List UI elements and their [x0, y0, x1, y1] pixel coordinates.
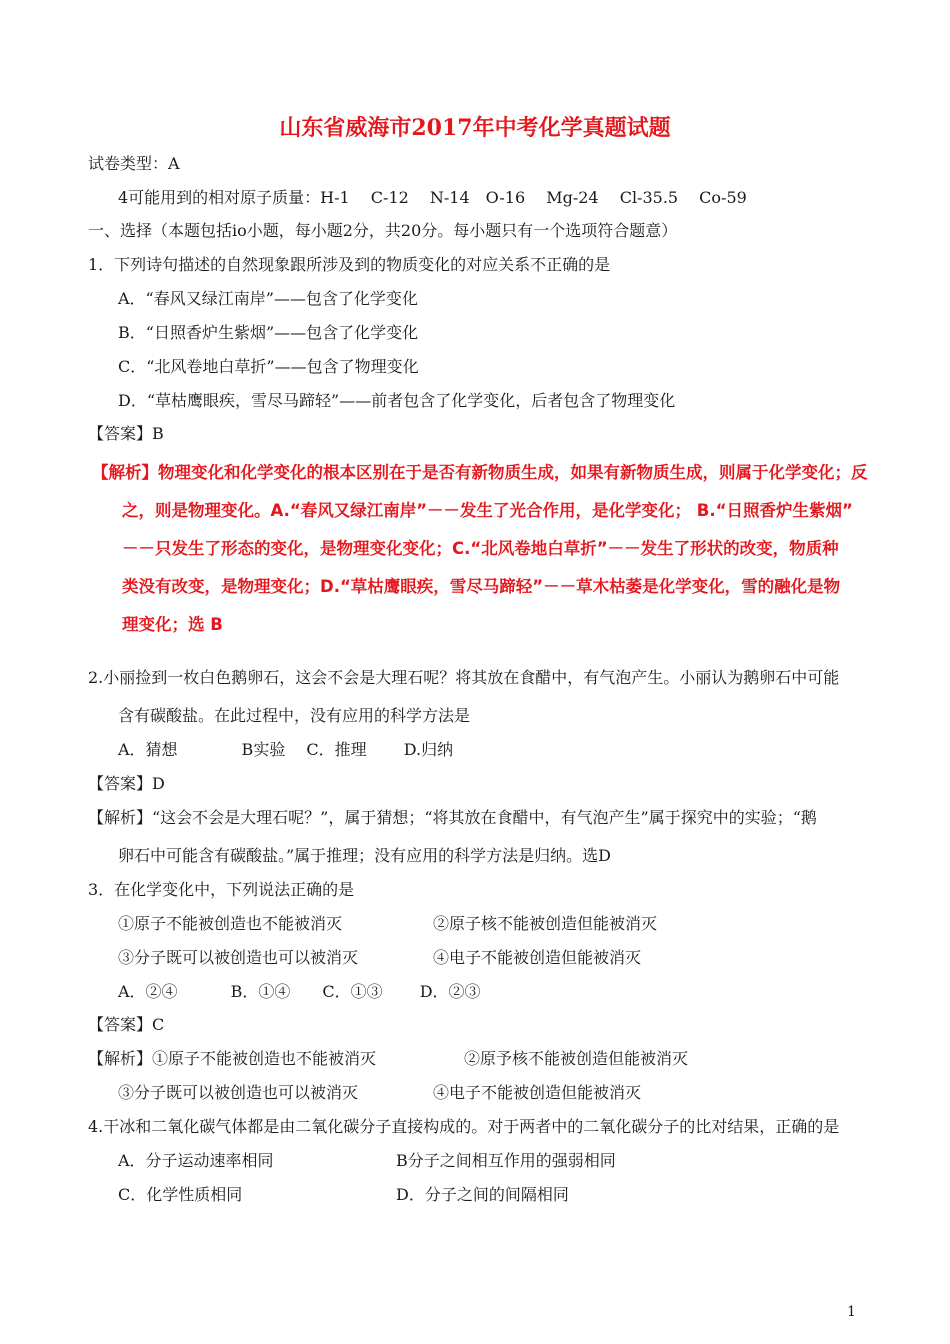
q1-analysis-line: 类没有改变，是物理变化；D.“草枯鹰眼疾，雪尽马蹄轻”－－草木枯萎是化学变化，雪的融化是物	[122, 577, 841, 596]
q3-stem: 3．在化学变化中，下列说法正确的是	[88, 880, 355, 899]
q2-options: A．猜想 B实验 C．推理 D.归纳	[118, 740, 454, 759]
q1-option-a: A．“春风又绿江南岸”——包含了化学变化	[118, 289, 418, 308]
q3-analysis-statement: ①原子不能被创造也不能被消灭	[152, 1049, 377, 1068]
q3-options: A．②④ B．①④ C．①③ D．②③	[118, 982, 481, 1001]
q2-analysis-line: 卵石中可能含有碳酸盐。”属于推理；没有应用的科学方法是归纳。选D	[118, 846, 612, 865]
q4-option-b: B分子之间相互作用的强弱相同	[396, 1151, 616, 1170]
section-heading: 一、选择（本题包括io小题，每小题2分，共20分。每小题只有一个选项符合题意）	[88, 221, 678, 240]
q1-analysis-line: －－只发生了形态的变化，是物理变化变化；C.“北风卷地白草折”－－发生了形状的改变，物质种	[122, 539, 839, 558]
atomic-masses: 4可能用到的相对原子质量：H-1 C-12 N-14 O-16 Mg-24 Cl-35.5 Co-59	[118, 188, 747, 207]
q3-statement: ③分子既可以被创造也可以被消灭	[118, 948, 359, 967]
q1-analysis-line: 【解析】物理变化和化学变化的根本区别在于是否有新物质生成，如果有新物质生成，则属于化学变化；反	[92, 463, 868, 482]
q3-analysis-statement: ②原予核不能被创造但能被消灭	[464, 1049, 689, 1068]
q4-stem: 4.干冰和二氧化碳气体都是由二氧化碳分子直接构成的。对于两者中的二氧化碳分子的比对结果，正确的是	[88, 1117, 840, 1136]
q2-analysis-line: 【解析】“这会不会是大理石呢？”，属于猜想；“将其放在食醋中，有气泡产生”属于探究中的实验；“鹅	[88, 808, 817, 827]
q2-answer: 【答案】D	[88, 774, 165, 793]
q1-analysis-line: 之，则是物理变化。A.“春风又绿江南岸”－－发生了光合作用，是化学变化； B.“日照香炉生紫烟”	[122, 501, 853, 520]
q1-answer: 【答案】B	[88, 424, 164, 443]
q3-statement: ①原子不能被创造也不能被消灭	[118, 914, 343, 933]
q3-analysis-statement: ③分子既可以被创造也可以被消灭	[118, 1083, 359, 1102]
q1-analysis-line: 理变化；选 B	[122, 615, 223, 634]
q4-option-c: C．化学性质相同	[118, 1185, 243, 1204]
q3-analysis-statement: ④电子不能被创造但能被消灭	[433, 1083, 642, 1102]
q4-option-d: D．分子之间的间隔相同	[396, 1185, 569, 1204]
q3-answer: 【答案】C	[88, 1015, 165, 1034]
page-number: 1	[847, 1304, 856, 1320]
q1-option-b: B．“日照香炉生紫烟”——包含了化学变化	[118, 323, 419, 342]
page-title: 山东省威海市2017年中考化学真题试题	[279, 115, 671, 141]
q2-stem: 含有碳酸盐。在此过程中，没有应用的科学方法是	[118, 706, 471, 725]
q4-option-a: A．分子运动速率相同	[118, 1151, 274, 1170]
q1-option-c: C．“北风卷地白草折”——包含了物理变化	[118, 357, 419, 376]
q3-statement: ②原子核不能被创造但能被消灭	[433, 914, 658, 933]
q3-analysis-prefix: 【解析】	[88, 1049, 153, 1068]
paper-type: 试卷类型：A	[88, 154, 180, 173]
q2-stem: 2.小丽捡到一枚白色鹅卵石，这会不会是大理石呢？将其放在食醋中，有气泡产生。小丽认为鹅卵石中可能	[88, 668, 840, 687]
q3-statement: ④电子不能被创造但能被消灭	[433, 948, 642, 967]
q1-option-d: D．“草枯鹰眼疾，雪尽马蹄轻”——前者包含了化学变化，后者包含了物理变化	[118, 391, 676, 410]
q1-stem: 1．下列诗句描述的自然现象跟所涉及到的物质变化的对应关系不正确的是	[88, 255, 611, 274]
